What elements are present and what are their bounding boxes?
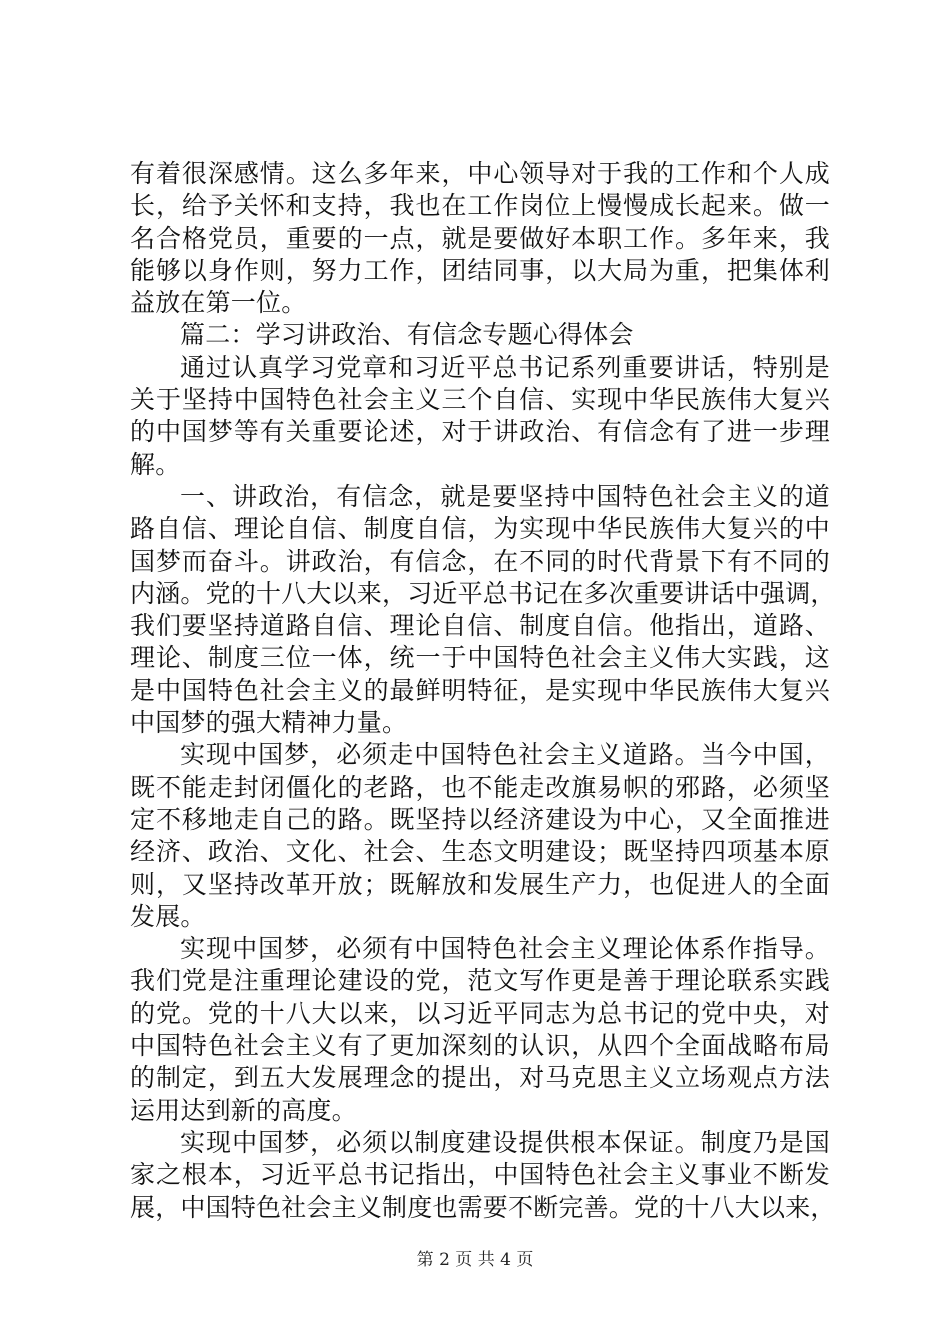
text-line: 路自信、理论自信、制度自信，为实现中华民族伟大复兴的中 [130,514,830,544]
text-line: 经济、政治、文化、社会、生态文明建设；既坚持四项基本原 [130,837,830,867]
text-line: 篇二：学习讲政治、有信念专题心得体会 [180,320,634,350]
text-line: 益放在第一位。 [130,288,307,318]
page-footer [0,1245,950,1270]
text-line: 实现中国梦，必须走中国特色社会主义道路。当今中国， [180,740,830,770]
text-line: 实现中国梦，必须以制度建设提供根本保证。制度乃是国 [180,1127,830,1157]
text-line: 定不移地走自己的路。既坚持以经济建设为中心，又全面推进 [130,804,830,834]
page-indicator: 第 2 页 共 4 页 [416,1250,534,1270]
text-line: 实现中国梦，必须有中国特色社会主义理论体系作指导。 [180,934,830,964]
text-line: 则，又坚持改革开放；既解放和发展生产力，也促进人的全面 [130,869,830,899]
text-line: 内涵。党的十八大以来，习近平总书记在多次重要讲话中强调， [130,578,836,608]
text-line: 通过认真学习党章和习近平总书记系列重要讲话，特别是 [180,352,830,382]
text-line: 解。 [130,449,181,479]
text-line: 的制定，到五大发展理念的提出，对马克思主义立场观点方法 [130,1063,830,1093]
text-line: 中国特色社会主义有了更加深刻的认识，从四个全面战略布局 [130,1031,830,1061]
document-body [130,158,836,1224]
text-line: 我们党是注重理论建设的党，范文写作更是善于理论联系实践 [130,966,830,996]
text-line: 一、讲政治，有信念，就是要坚持中国特色社会主义的道 [180,481,830,511]
text-line: 的中国梦等有关重要论述，对于讲政治、有信念有了进一步理 [130,417,830,447]
text-line: 理论、制度三位一体，统一于中国特色社会主义伟大实践，这 [130,643,830,673]
text-line: 我们要坚持道路自信、理论自信、制度自信。他指出，道路、 [130,611,830,641]
text-line: 既不能走封闭僵化的老路，也不能走改旗易帜的邪路，必须坚 [130,772,830,802]
text-line: 名合格党员，重要的一点，就是要做好本职工作。多年来，我 [130,223,830,253]
text-line: 长，给予关怀和支持，我也在工作岗位上慢慢成长起来。做一 [130,191,830,221]
text-line: 展，中国特色社会主义制度也需要不断完善。党的十八大以来， [130,1192,836,1222]
text-line: 发展。 [130,901,206,931]
text-line: 的党。党的十八大以来，以习近平同志为总书记的党中央，对 [130,998,830,1028]
text-line: 家之根本，习近平总书记指出，中国特色社会主义事业不断发 [130,1160,830,1190]
text-line: 运用达到新的高度。 [130,1095,357,1125]
text-line: 关于坚持中国特色社会主义三个自信、实现中华民族伟大复兴 [130,385,830,415]
text-line: 是中国特色社会主义的最鲜明特征，是实现中华民族伟大复兴 [130,675,830,705]
text-line: 能够以身作则，努力工作，团结同事，以大局为重，把集体利 [130,255,830,285]
text-line: 国梦而奋斗。讲政治，有信念，在不同的时代背景下有不同的 [130,546,830,576]
text-line: 中国梦的强大精神力量。 [130,708,408,738]
text-line: 有着很深感情。这么多年来，中心领导对于我的工作和个人成 [130,159,830,188]
